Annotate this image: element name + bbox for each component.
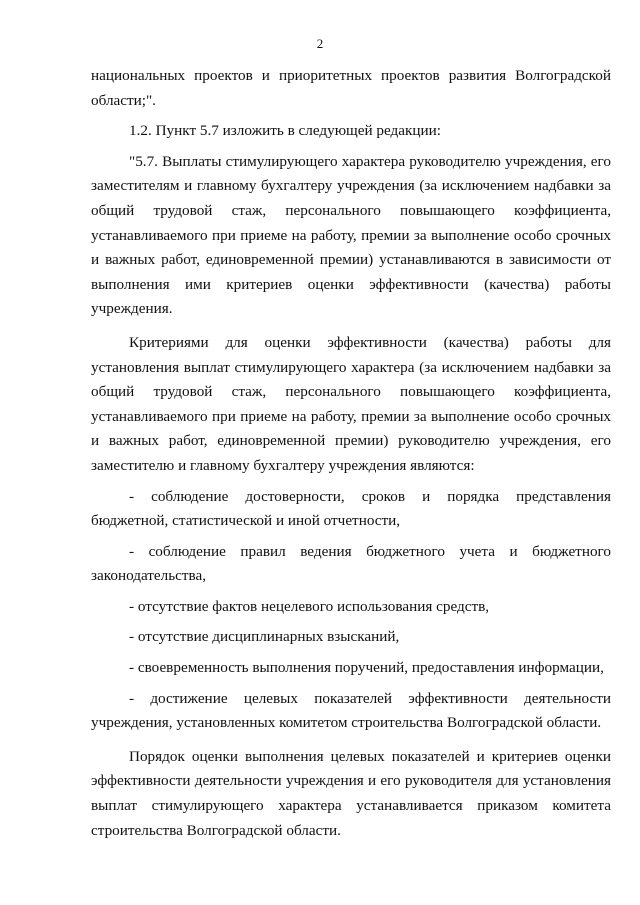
document-body [91, 64, 611, 843]
list-item: - достижение целевых показателей эффективности деятельности учреждения, установленных комитетом строительства Волгоградской области. [91, 689, 611, 732]
paragraph-procedure: Порядок оценки выполнения целевых показателей и критериев оценки эффективности деятельности учреждения и его руководителя для установления выплат стимулирующего характера устанавливается приказом комитета строительства Волгоградской области. [91, 747, 611, 839]
paragraph-continuation: национальных проектов и приоритетных проектов развития Волгоградской области;". [91, 67, 611, 109]
list-item: - соблюдение достоверности, сроков и порядка представления бюджетной, статистической и иной отчетности, [91, 487, 611, 530]
paragraph-criteria: Критериями для оценки эффективности (качества) работы для установления выплат стимулирующего характера (за исключением надбавки за общий трудовой стаж, персонального повышающего коэффициента, устанавливаемого при приеме на работу, премии за выполнение особо срочных и важных работ, единовременной премии) руководителю учреждения, его заместителю и главному бухгалтеру учреждения являются: [91, 333, 611, 474]
list-item: - своевременность выполнения поручений, предоставления информации, [129, 659, 604, 677]
page-number: 2 [316, 36, 324, 51]
list-item: - соблюдение правил ведения бюджетного учета и бюджетного законодательства, [91, 542, 611, 585]
list-item: - отсутствие фактов нецелевого использования средств, [129, 597, 490, 615]
list-item: - отсутствие дисциплинарных взысканий, [129, 628, 400, 646]
paragraph-clause-5-7: "5.7. Выплаты стимулирующего характера руководителю учреждения, его заместителям и главному бухгалтеру учреждения (за исключением надбавки за общий трудовой стаж, персонального повышающего коэффициента, устанавливаемого при приеме на работу, премии за выполнение особо срочных и важных работ, единовременной премии) устанавливаются в зависимости от выполнения ими критериев оценки эффективности (качества) работы учреждения. [91, 152, 611, 318]
paragraph-item-1-2: 1.2. Пункт 5.7 изложить в следующей редакции: [129, 122, 442, 140]
